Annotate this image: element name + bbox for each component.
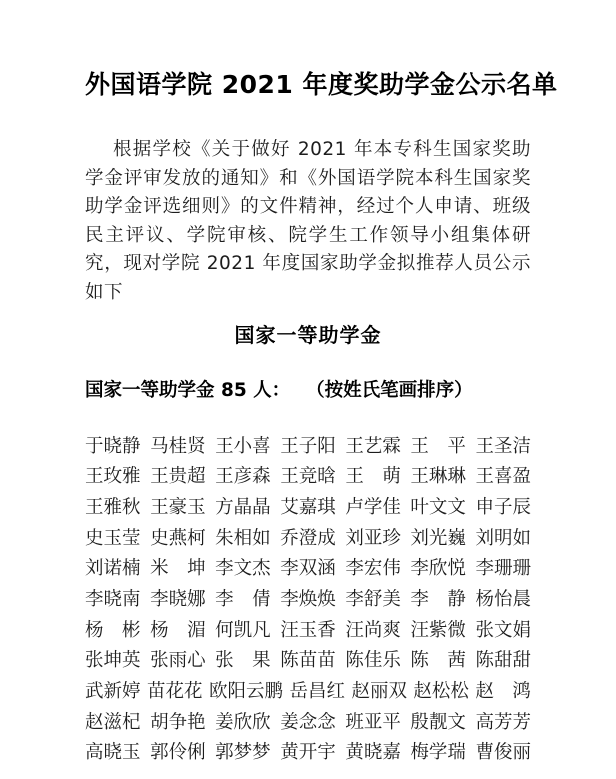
student-name: 申子辰: [475, 496, 531, 518]
student-name: 郭伶俐: [150, 742, 206, 764]
name-row: [85, 738, 531, 769]
name-row: [85, 524, 531, 555]
name-row: [85, 585, 531, 616]
student-name: 姜念念: [280, 711, 336, 733]
student-name: 刘诺楠: [85, 558, 141, 580]
name-row: [85, 462, 531, 493]
student-name: 李双涵: [280, 558, 336, 580]
student-name: 叶文文: [410, 496, 466, 518]
student-name: 李舒美: [345, 589, 401, 610]
name-row: [85, 432, 531, 463]
student-name: 殷靓文: [410, 711, 466, 733]
student-name: 刘光巍: [410, 527, 466, 549]
section-heading: 国家一等助学金: [234, 322, 382, 347]
student-name: 陈苗苗: [280, 650, 336, 672]
student-name: 李晓南: [85, 589, 141, 610]
list-count-label: 国家一等助学金 85 人：: [85, 379, 291, 401]
student-name: 赵松松: [413, 681, 469, 703]
student-name: 李晓娜: [150, 589, 206, 610]
student-name: 王琳琳: [410, 466, 466, 488]
student-name: 张 果: [215, 650, 271, 672]
student-name: 杨 彬: [85, 619, 141, 641]
student-name: 欧阳云鹏: [208, 681, 283, 703]
student-name: 黄开宇: [280, 742, 336, 764]
student-name: 王 平: [410, 435, 466, 457]
student-name: 刘明如: [475, 527, 531, 549]
student-name: 李焕焕: [280, 589, 336, 610]
student-name: 汪玉香: [280, 619, 336, 641]
name-row: [85, 493, 531, 524]
student-name: 赵丽双: [351, 681, 407, 703]
student-name: 汪尚爽: [345, 619, 401, 641]
student-name: 李宏伟: [345, 558, 401, 580]
student-name: 李 倩: [215, 589, 271, 610]
student-name: 高芳芳: [475, 711, 531, 733]
student-name: 杨 湄: [150, 619, 206, 641]
student-name: 杨怡晨: [475, 589, 531, 610]
document-title: 外国语学院 2021 年度奖助学金公示名单: [85, 70, 558, 99]
student-name: 陈甜甜: [475, 650, 531, 672]
student-name: 郭梦梦: [215, 742, 271, 764]
student-name: 王竞晗: [280, 466, 336, 488]
student-name: 张雨心: [150, 650, 206, 672]
intro-paragraph: 根据学校《关于做好 2021 年本专科生国家奖助学金评审发放的通知》和《外国语学院本科生国家奖助学金评选细则》的文件精神，经过个人申请、班级民主评议、学院审核、院学生工作领导小组集体研究，现对学院 2021 年度国家助学金拟推荐人员公示如下: [85, 139, 531, 303]
student-name: 何凯凡: [215, 619, 271, 641]
student-name: 李欣悦: [410, 558, 466, 580]
student-name: 王子阳: [280, 435, 336, 457]
student-name: 艾嘉琪: [280, 496, 336, 518]
student-name: 王圣洁: [475, 435, 531, 457]
name-row: [85, 554, 531, 585]
student-name: 黄晓嘉: [345, 742, 401, 764]
student-name: 王豪玉: [150, 496, 206, 518]
student-name: 王艺霖: [345, 435, 401, 457]
student-name: 乔澄成: [280, 527, 336, 549]
name-row: [85, 646, 531, 677]
student-name: 李文杰: [215, 558, 271, 580]
student-name: 陈 茜: [410, 650, 466, 672]
student-name: 姜欣欣: [215, 711, 271, 733]
student-name: 曹俊丽: [475, 742, 531, 764]
student-name: 史燕柯: [150, 527, 206, 549]
student-name: 赵 鸿: [475, 681, 531, 703]
student-name: 汪紫微: [410, 619, 466, 641]
student-name: 岳昌红: [289, 681, 345, 703]
student-name: 方晶晶: [215, 496, 271, 518]
student-name: 陈佳乐: [345, 650, 401, 672]
student-name: 王彦森: [215, 466, 271, 488]
name-list: [85, 432, 531, 770]
list-header: [85, 380, 531, 402]
name-row: [85, 708, 531, 739]
student-name: 高晓玉: [85, 742, 141, 764]
student-name: 史玉莹: [85, 527, 141, 549]
student-name: 武新婷: [85, 681, 141, 703]
student-name: 赵滋杞: [85, 711, 141, 733]
student-name: 王喜盈: [475, 466, 531, 488]
student-name: 朱相如: [215, 527, 271, 549]
student-name: 王 萌: [345, 466, 401, 488]
student-name: 李 静: [410, 589, 466, 610]
student-name: 马桂贤: [150, 435, 206, 457]
student-name: 班亚平: [345, 711, 401, 733]
student-name: 苗花花: [146, 681, 203, 703]
sort-order-note: （按姓氏笔画排序）: [306, 379, 473, 401]
student-name: 刘亚珍: [345, 527, 401, 549]
student-name: 王贵超: [150, 466, 206, 488]
name-row: [85, 616, 531, 647]
student-name: 张文娟: [475, 619, 531, 641]
student-name: 王雅秋: [85, 496, 141, 518]
student-name: 米 坤: [150, 558, 206, 580]
student-name: 梅学瑞: [410, 742, 466, 764]
student-name: 张坤英: [85, 650, 141, 672]
student-name: 王玫雅: [85, 466, 141, 488]
student-name: 李珊珊: [475, 558, 531, 580]
student-name: 卢学佳: [345, 496, 401, 518]
student-name: 胡争艳: [150, 711, 206, 733]
student-name: 王小喜: [215, 435, 271, 457]
name-row: [85, 677, 531, 708]
student-name: 于晓静: [85, 435, 141, 457]
